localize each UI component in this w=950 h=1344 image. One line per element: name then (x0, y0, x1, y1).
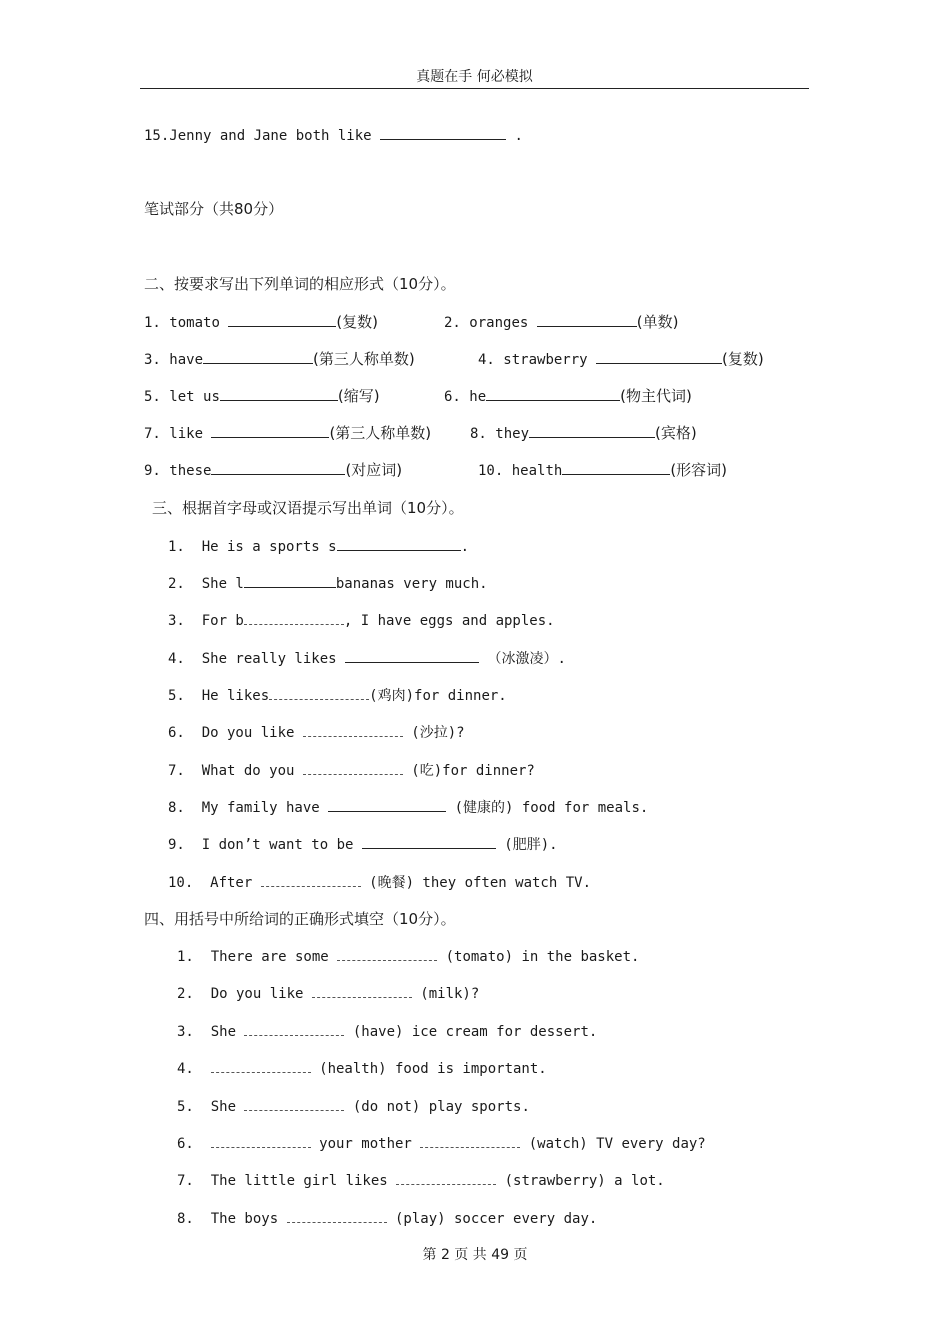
page-header: 真题在手 何必模拟 (416, 69, 533, 85)
s2-item: 9. these (对应词) (144, 461, 403, 479)
s4-item: 8. The boys (play) soccer every day. (177, 1211, 598, 1227)
answer-blank[interactable] (211, 461, 345, 475)
s2-item: 3. have (第三人称单数) (144, 350, 415, 368)
s2-item: 5. let us (缩写) (144, 387, 380, 405)
s2-item: 8. they (宾格) (470, 424, 697, 442)
answer-blank[interactable] (244, 1097, 344, 1111)
s3-item: 10. After (晚餐) they often watch TV. (168, 875, 592, 891)
answer-blank[interactable] (396, 1171, 496, 1185)
s2-item: 1. tomato (复数) (144, 313, 379, 331)
answer-blank[interactable] (328, 798, 446, 812)
question-15: 15.Jenny and Jane both like . (144, 128, 523, 144)
answer-blank[interactable] (203, 350, 313, 364)
answer-blank[interactable] (211, 1134, 311, 1148)
s4-item: 4. (health) food is important. (177, 1061, 547, 1077)
s3-item: 9. I don’t want to be (肥胖). (168, 837, 558, 853)
s2-item: 6. he (物主代词) (444, 387, 692, 405)
answer-blank[interactable] (420, 1134, 520, 1148)
section-3-title: 三、根据首字母或汉语提示写出单词（10分）。 (152, 499, 464, 517)
s3-item: 6. Do you like (沙拉)? (168, 725, 465, 741)
section-2-title: 二、按要求写出下列单词的相应形式（10分）。 (144, 275, 456, 293)
s2-item: 10. health (形容词) (478, 461, 728, 479)
answer-blank[interactable] (228, 313, 336, 327)
answer-blank[interactable] (244, 1022, 344, 1036)
answer-blank[interactable] (261, 873, 361, 887)
answer-blank[interactable] (337, 947, 437, 961)
answer-blank[interactable] (486, 387, 620, 401)
section-4-title: 四、用括号中所给词的正确形式填空（10分）。 (144, 910, 456, 928)
answer-blank[interactable] (380, 126, 506, 140)
answer-blank[interactable] (596, 350, 722, 364)
answer-blank[interactable] (303, 723, 403, 737)
answer-blank[interactable] (529, 424, 655, 438)
s3-item: 7. What do you (吃)for dinner? (168, 763, 535, 779)
answer-blank[interactable] (244, 574, 336, 588)
answer-blank[interactable] (337, 537, 461, 551)
s3-item: 8. My family have (健康的) food for meals. (168, 800, 649, 816)
answer-blank[interactable] (303, 761, 403, 775)
answer-blank[interactable] (312, 984, 412, 998)
answer-blank[interactable] (211, 424, 329, 438)
s4-item: 7. The little girl likes (strawberry) a lot. (177, 1173, 665, 1189)
s2-item: 4. strawberry (复数) (478, 350, 764, 368)
s2-item: 2. oranges (单数) (444, 313, 679, 331)
s3-item: 5. He likes (鸡肉)for dinner. (168, 688, 507, 704)
s3-item: 3. For b , I have eggs and apples. (168, 613, 555, 629)
answer-blank[interactable] (562, 461, 670, 475)
s4-item: 1. There are some (tomato) in the basket. (177, 949, 640, 965)
answer-blank[interactable] (244, 611, 344, 625)
answer-blank[interactable] (211, 1059, 311, 1073)
s4-item: 5. She (do not) play sports. (177, 1099, 530, 1115)
s4-item: 6. your mother (watch) TV every day? (177, 1136, 706, 1152)
s4-item: 3. She (have) ice cream for dessert. (177, 1024, 598, 1040)
written-part-title: 笔试部分（共80分） (144, 200, 284, 218)
s4-item: 2. Do you like (milk)? (177, 986, 480, 1002)
header-rule (140, 88, 809, 89)
answer-blank[interactable] (537, 313, 637, 327)
answer-blank[interactable] (345, 649, 479, 663)
s2-item: 7. like (第三人称单数) (144, 424, 432, 442)
answer-blank[interactable] (362, 835, 496, 849)
s3-item: 2. She l bananas very much. (168, 576, 488, 592)
answer-blank[interactable] (287, 1209, 387, 1223)
s3-item: 1. He is a sports s . (168, 539, 470, 555)
page-footer: 第 2 页 共 49 页 (422, 1247, 528, 1263)
answer-blank[interactable] (220, 387, 338, 401)
s3-item: 4. She really likes （冰激凌）. (168, 651, 566, 667)
answer-blank[interactable] (269, 686, 369, 700)
